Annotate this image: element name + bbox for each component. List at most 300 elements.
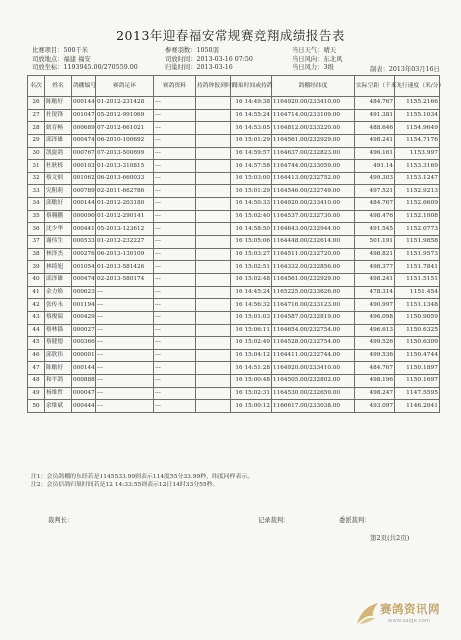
cell-loft-id: 000001 <box>72 349 96 362</box>
cell-rank: 47 <box>28 362 45 375</box>
cell-clock-report <box>196 109 231 122</box>
cell-arrival-time: 16 14:50:33 <box>231 198 272 211</box>
cell-loft-coords: 1164537.00/232730.00 <box>272 210 355 223</box>
cell-distance: 496.098 <box>355 311 395 324</box>
table-row <box>28 134 440 147</box>
cell-arrival-time: 16 15:01:03 <box>231 311 272 324</box>
cell-arrival-time: 16 15:05:06 <box>231 236 272 249</box>
table-row <box>28 236 440 249</box>
cell-speed: 1150.4744 <box>395 349 440 362</box>
cell-ring-number: --- <box>96 324 154 337</box>
table-row <box>28 400 440 413</box>
table-row <box>28 160 440 173</box>
cell-ring-number: --- <box>96 311 154 324</box>
cell-speed: 1151.9573 <box>395 248 440 261</box>
cell-loft-coords: 1164643.00/232944.00 <box>272 223 355 236</box>
cell-name: 蚁育畅 <box>45 122 72 135</box>
table-header-row <box>28 76 440 97</box>
note-2: 注2：会员信鸽归巢时间若是12 14:33:55则表示12日14时33分55秒。 <box>31 482 219 489</box>
cell-name: 邱泽雄 <box>45 134 72 147</box>
pigeon-wing-icon <box>354 600 382 628</box>
cell-loft-id: 000366 <box>72 337 96 350</box>
cell-note: --- <box>154 160 196 173</box>
cell-loft-id: 001047 <box>72 109 96 122</box>
meta-column-middle <box>165 47 253 73</box>
cell-loft-coords: 1164332.00/232856.00 <box>272 261 355 274</box>
cell-name: 邱赡好 <box>45 198 72 211</box>
table-body <box>28 97 440 413</box>
cell-distance: 488.646 <box>355 122 395 135</box>
cell-note: --- <box>154 400 196 413</box>
cell-distance: 499.526 <box>355 337 395 350</box>
cell-clock-report <box>196 375 231 388</box>
cell-arrival-time: 16 14:49:38 <box>231 97 272 110</box>
results-table <box>27 75 445 413</box>
cell-distance: 498.247 <box>355 387 395 400</box>
cell-ring-number: --- <box>96 337 154 350</box>
cell-clock-report <box>196 223 231 236</box>
return-time: 归巢时间：2013-03-16 <box>165 64 233 72</box>
cell-loft-coords: 1164654.00/232754.00 <box>272 324 355 337</box>
cell-arrival-time: 16 15:01:29 <box>231 185 272 198</box>
cell-speed: 1150.1897 <box>395 362 440 375</box>
table-row <box>28 248 440 261</box>
cell-note: --- <box>154 134 196 147</box>
cell-clock-report <box>196 337 231 350</box>
column-header: 名次 <box>28 76 45 97</box>
cell-rank: 49 <box>28 387 45 400</box>
cell-distance: 499.536 <box>355 349 395 362</box>
cell-loft-coords: 1164587.00/232819.00 <box>272 311 355 324</box>
cell-loft-coords: 1164411.00/232744.00 <box>272 349 355 362</box>
cell-note: --- <box>154 273 196 286</box>
cell-name: 张传永 <box>45 299 72 312</box>
cell-rank: 32 <box>28 172 45 185</box>
cell-speed: 1153.997 <box>395 147 440 160</box>
cell-loft-id: 000144 <box>72 97 96 110</box>
cell-speed: 1152.6609 <box>395 198 440 211</box>
cell-loft-id: 000474 <box>72 134 96 147</box>
cell-loft-coords: 1164744.00/233059.00 <box>272 160 355 173</box>
cell-loft-id: 001194 <box>72 299 96 312</box>
cell-arrival-time: 16 15:02:40 <box>231 210 272 223</box>
column-header: 赛鸽足环 <box>96 76 154 97</box>
cell-clock-report <box>196 273 231 286</box>
cell-rank: 45 <box>28 337 45 350</box>
cell-name: 林泽杰 <box>45 248 72 261</box>
cell-clock-report <box>196 198 231 211</box>
cell-loft-coords: 1166617.00/233038.00 <box>272 400 355 413</box>
cell-loft-id: 000623 <box>72 286 96 299</box>
cell-note: --- <box>154 261 196 274</box>
cell-arrival-time: 16 15:02:49 <box>231 337 272 350</box>
cell-ring-number: --- <box>96 387 154 400</box>
cell-loft-coords: 1164920.00/233410.00 <box>272 97 355 110</box>
cell-name: 沈少华 <box>45 223 72 236</box>
cell-distance: 498.821 <box>355 248 395 261</box>
cell-arrival-time: 16 15:02:48 <box>231 273 272 286</box>
cell-ring-number: --- <box>96 299 154 312</box>
cell-name: 金力焕 <box>45 286 72 299</box>
cell-speed: 1151.454 <box>395 286 440 299</box>
cell-clock-report <box>196 160 231 173</box>
cell-speed: 1152.9213 <box>395 185 440 198</box>
cell-note: --- <box>154 286 196 299</box>
wind-force: 当日风力：3级 <box>292 64 334 72</box>
cell-note: --- <box>154 122 196 135</box>
cell-speed: 1151.7841 <box>395 261 440 274</box>
cell-clock-report <box>196 185 231 198</box>
cell-note: --- <box>154 337 196 350</box>
cell-name: 杨维哲 <box>45 387 72 400</box>
watermark-name: 赛鸽资讯网 <box>380 602 440 616</box>
cell-clock-report <box>196 387 231 400</box>
column-header: 鸽棚经纬度 <box>272 76 355 97</box>
cell-clock-report <box>196 97 231 110</box>
cell-note: --- <box>154 198 196 211</box>
cell-note: --- <box>154 210 196 223</box>
cell-note: --- <box>154 324 196 337</box>
report-title: 2013年迎春福安常规赛竞翔成绩报告表 <box>116 28 345 43</box>
cell-arrival-time: 16 15:04:12 <box>231 349 272 362</box>
table-row <box>28 109 440 122</box>
watermark-logo <box>354 598 454 632</box>
cell-name: 林绮旭 <box>45 261 72 274</box>
cell-clock-report <box>196 400 231 413</box>
cell-distance: 498.196 <box>355 375 395 388</box>
cell-ring-number: --- <box>96 362 154 375</box>
cell-clock-report <box>196 349 231 362</box>
cell-arrival-time: 16 15:06:11 <box>231 324 272 337</box>
referee-signature: 裁判长： <box>48 517 74 524</box>
cell-loft-id: 001054 <box>72 261 96 274</box>
cell-note: --- <box>154 172 196 185</box>
cell-arrival-time: 16 15:03:00 <box>231 172 272 185</box>
cell-speed: 1152.0773 <box>395 223 440 236</box>
cell-arrival-time: 16 15:01:29 <box>231 134 272 147</box>
cell-loft-coords: 1164505.00/232802.00 <box>272 375 355 388</box>
notes <box>31 473 253 490</box>
cell-loft-id: 000276 <box>72 248 96 261</box>
cell-rank: 35 <box>28 210 45 223</box>
cell-ring-number: 07-2013-500699 <box>96 147 154 160</box>
cell-loft-id: 000533 <box>72 236 96 249</box>
cell-ring-number: 01-2012-203180 <box>96 198 154 211</box>
cell-loft-id: 000103 <box>72 160 96 173</box>
table-row <box>28 223 440 236</box>
cell-loft-id: 000047 <box>72 387 96 400</box>
table-row <box>28 375 440 388</box>
table-row <box>28 349 440 362</box>
cell-loft-coords: 1164920.00/233410.00 <box>272 198 355 211</box>
table-row <box>28 362 440 375</box>
cell-ring-number: --- <box>96 400 154 413</box>
cell-loft-coords: 1165225.00/233626.00 <box>272 286 355 299</box>
cell-clock-report <box>196 299 231 312</box>
cell-clock-report <box>196 286 231 299</box>
cell-arrival-time: 16 15:00:12 <box>231 400 272 413</box>
cell-note: --- <box>154 109 196 122</box>
weather: 当日天气：晴天 <box>292 47 337 54</box>
cell-loft-coords: 1164920.00/233410.00 <box>272 362 355 375</box>
cell-arrival-time: 16 14:56:32 <box>231 299 272 312</box>
cell-clock-report <box>196 311 231 324</box>
wind-direction: 当日风向：东北风 <box>292 55 343 63</box>
cell-speed: 1147.5595 <box>395 387 440 400</box>
column-header: 实际空距（千米） <box>355 76 395 97</box>
commissioner-signature: 委派裁判： <box>339 517 371 524</box>
cell-clock-report <box>196 147 231 160</box>
cell-name: 蔡林锚 <box>45 324 72 337</box>
cell-speed: 1154.9649 <box>395 122 440 135</box>
cell-name: 余维斌 <box>45 400 72 413</box>
cell-loft-id: 000789 <box>72 185 96 198</box>
table-row <box>28 172 440 185</box>
cell-clock-report <box>196 261 231 274</box>
cell-loft-coords: 1164448.00/232614.00 <box>272 236 355 249</box>
cell-ring-number: 06-2010-100692 <box>96 134 154 147</box>
cell-loft-coords: 1164716.00/233123.00 <box>272 299 355 312</box>
table-row <box>28 324 440 337</box>
race-name: 比赛项目：500千米 <box>32 47 89 54</box>
cell-rank: 50 <box>28 400 45 413</box>
cell-clock-report <box>196 122 231 135</box>
release-coords: 司放坐标：1193945.00/270559.00 <box>32 64 138 72</box>
cell-rank: 42 <box>28 299 45 312</box>
cell-ring-number: 01-2012-232227 <box>96 236 154 249</box>
cell-loft-id: 001062 <box>72 172 96 185</box>
cell-loft-coords: 1164714.00/233109.00 <box>272 109 355 122</box>
table-row <box>28 185 440 198</box>
cell-arrival-time: 16 14:55:24 <box>231 109 272 122</box>
cell-clock-report <box>196 134 231 147</box>
cell-speed: 1152.1008 <box>395 210 440 223</box>
meta-column-left <box>32 47 138 73</box>
cell-name: 和平鸽 <box>45 375 72 388</box>
cell-loft-coords: 1164530.00/232659.00 <box>272 387 355 400</box>
cell-rank: 33 <box>28 185 45 198</box>
cell-distance: 493.097 <box>355 400 395 413</box>
cell-distance: 490.997 <box>355 299 395 312</box>
cell-distance: 498.377 <box>355 261 395 274</box>
cell-rank: 27 <box>28 109 45 122</box>
cell-ring-number: 02-2013-580174 <box>96 273 154 286</box>
watermark-url: www.saige.com <box>388 618 431 624</box>
cell-ring-number: 01-2012-290141 <box>96 210 154 223</box>
cell-rank: 38 <box>28 248 45 261</box>
cell-note: --- <box>154 185 196 198</box>
cell-distance: 484.767 <box>355 362 395 375</box>
cell-loft-id: 000441 <box>72 223 96 236</box>
cell-speed: 1155.1034 <box>395 109 440 122</box>
cell-ring-number: 05-2013-123612 <box>96 223 154 236</box>
cell-name: 杜耿栎 <box>45 160 72 173</box>
cell-rank: 43 <box>28 311 45 324</box>
cell-note: --- <box>154 248 196 261</box>
cell-distance: 491.381 <box>355 109 395 122</box>
cell-name: 蔡文炳 <box>45 172 72 185</box>
cell-distance: 491.545 <box>355 223 395 236</box>
cell-speed: 1150.9059 <box>395 311 440 324</box>
cell-loft-id: 000767 <box>72 147 96 160</box>
cell-ring-number: 01-2013-310815 <box>96 160 154 173</box>
cell-distance: 496.613 <box>355 324 395 337</box>
cell-loft-coords: 1164413.00/232752.00 <box>272 172 355 185</box>
cell-note: --- <box>154 311 196 324</box>
cell-distance: 498.241 <box>355 134 395 147</box>
cell-distance: 498.476 <box>355 210 395 223</box>
cell-loft-id: 000888 <box>72 375 96 388</box>
cell-speed: 1154.7176 <box>395 134 440 147</box>
cell-clock-report <box>196 210 231 223</box>
cell-speed: 1155.2166 <box>395 97 440 110</box>
cell-clock-report <box>196 248 231 261</box>
cell-name: 蔡俊瑞 <box>45 311 72 324</box>
cell-arrival-time: 16 14:45:24 <box>231 286 272 299</box>
cell-distance: 496.161 <box>355 147 395 160</box>
table-row <box>28 299 440 312</box>
table-row <box>28 198 440 211</box>
release-time: 司放时间：2013-03-16 07:50 <box>165 55 253 63</box>
cell-note: --- <box>154 349 196 362</box>
cell-speed: 1150.6309 <box>395 337 440 350</box>
table-row <box>28 147 440 160</box>
cell-rank: 36 <box>28 223 45 236</box>
release-place: 司放地点：福建 福安 <box>32 55 91 63</box>
cell-distance: 499.303 <box>355 172 395 185</box>
cell-rank: 41 <box>28 286 45 299</box>
cell-arrival-time: 16 14:59:57 <box>231 147 272 160</box>
cell-loft-coords: 1164561.00/232929.00 <box>272 273 355 286</box>
cell-arrival-time: 16 15:02:51 <box>231 261 272 274</box>
cell-arrival-time: 16 14:53:05 <box>231 122 272 135</box>
cell-name: 陈赡好 <box>45 362 72 375</box>
meta-column-right <box>292 47 342 73</box>
cell-speed: 1150.1697 <box>395 375 440 388</box>
cell-arrival-time: 16 15:00:48 <box>231 375 272 388</box>
cell-distance: 498.241 <box>355 273 395 286</box>
cell-arrival-time: 16 15:03:27 <box>231 248 272 261</box>
cell-rank: 29 <box>28 134 45 147</box>
cell-rank: 37 <box>28 236 45 249</box>
page-number: 第2页(共2页) <box>370 534 410 542</box>
cell-note: --- <box>154 147 196 160</box>
cell-note: --- <box>154 375 196 388</box>
cell-distance: 484.767 <box>355 198 395 211</box>
cell-speed: 1151.1348 <box>395 299 440 312</box>
column-header: 归巢时间或持鸽 <box>231 76 272 97</box>
cell-rank: 26 <box>28 97 45 110</box>
compiled-date: 制表：2013年03月16日 <box>370 66 440 74</box>
table-row <box>28 387 440 400</box>
cell-note: --- <box>154 223 196 236</box>
cell-distance: 497.521 <box>355 185 395 198</box>
cell-clock-report <box>196 236 231 249</box>
cell-rank: 44 <box>28 324 45 337</box>
cell-ring-number: --- <box>96 375 154 388</box>
cell-arrival-time: 16 15:02:31 <box>231 387 272 400</box>
cell-loft-id: 000429 <box>72 311 96 324</box>
cell-clock-report <box>196 362 231 375</box>
cell-name: 邱欣伟 <box>45 349 72 362</box>
cell-rank: 34 <box>28 198 45 211</box>
cell-loft-id: 000027 <box>72 324 96 337</box>
cell-rank: 28 <box>28 122 45 135</box>
cell-speed: 1151.5151 <box>395 273 440 286</box>
cell-speed: 1146.2041 <box>395 400 440 413</box>
cell-rank: 31 <box>28 160 45 173</box>
cell-note: --- <box>154 236 196 249</box>
cell-clock-report <box>196 172 231 185</box>
cell-clock-report <box>196 324 231 337</box>
cell-note: --- <box>154 299 196 312</box>
cell-arrival-time: 16 14:57:58 <box>231 160 272 173</box>
cell-loft-coords: 1164528.00/232754.00 <box>272 337 355 350</box>
cell-rank: 46 <box>28 349 45 362</box>
table-row <box>28 97 440 110</box>
cell-name: 蔡健德 <box>45 337 72 350</box>
entries-count: 参赛羽数：1050羽 <box>165 47 219 54</box>
cell-ring-number: 02-2011-662786 <box>96 185 154 198</box>
table-row <box>28 122 440 135</box>
column-header: 鸽棚编号 <box>72 76 96 97</box>
cell-speed: 1150.6325 <box>395 324 440 337</box>
table-row <box>28 311 440 324</box>
cell-distance: 478.314 <box>355 286 395 299</box>
cell-loft-id: 000090 <box>72 210 96 223</box>
cell-distance: 484.767 <box>355 97 395 110</box>
cell-ring-number: 07-2012-661021 <box>96 122 154 135</box>
column-header: 姓名 <box>45 76 72 97</box>
cell-rank: 40 <box>28 273 45 286</box>
cell-loft-id: 000444 <box>72 400 96 413</box>
cell-ring-number: 06-2013-130109 <box>96 248 154 261</box>
cell-rank: 30 <box>28 147 45 160</box>
column-header: 赛鸽资料 <box>154 76 196 97</box>
cell-arrival-time: 16 14:58:50 <box>231 223 272 236</box>
cell-loft-coords: 1164511.00/232720.00 <box>272 248 355 261</box>
cell-distance: 491.14 <box>355 160 395 173</box>
cell-loft-id: 000474 <box>72 273 96 286</box>
table-row <box>28 286 440 299</box>
cell-ring-number: 05-2012-991069 <box>96 109 154 122</box>
cell-name: 蔡翱鹏 <box>45 210 72 223</box>
cell-name: 邱泽雄 <box>45 273 72 286</box>
cell-name: 杜锐锋 <box>45 109 72 122</box>
column-header: 飞行速度（米/分） <box>395 76 440 97</box>
cell-rank: 39 <box>28 261 45 274</box>
cell-loft-id: 000144 <box>72 362 96 375</box>
cell-ring-number: --- <box>96 286 154 299</box>
cell-name: 凯旋鸽 <box>45 147 72 160</box>
table-row <box>28 261 440 274</box>
table-row <box>28 273 440 286</box>
cell-ring-number: 01-2012-231428 <box>96 97 154 110</box>
cell-arrival-time: 16 14:51:28 <box>231 362 272 375</box>
cell-note: --- <box>154 362 196 375</box>
cell-name: 谢伟生 <box>45 236 72 249</box>
cell-note: --- <box>154 97 196 110</box>
note-1: 注1：会员鸽棚的东经若是1145533.99则表示114度55分33.99秒，纬度同样表示。 <box>31 474 254 480</box>
cell-loft-coords: 1164812.00/233220.00 <box>272 122 355 135</box>
table-row <box>28 210 440 223</box>
cell-loft-coords: 1164546.00/232749.00 <box>272 185 355 198</box>
cell-rank: 48 <box>28 375 45 388</box>
cell-speed: 1151.9858 <box>395 236 440 249</box>
recorder-signature: 记录裁判： <box>258 517 290 524</box>
cell-ring-number: --- <box>96 349 154 362</box>
cell-distance: 501.191 <box>355 236 395 249</box>
